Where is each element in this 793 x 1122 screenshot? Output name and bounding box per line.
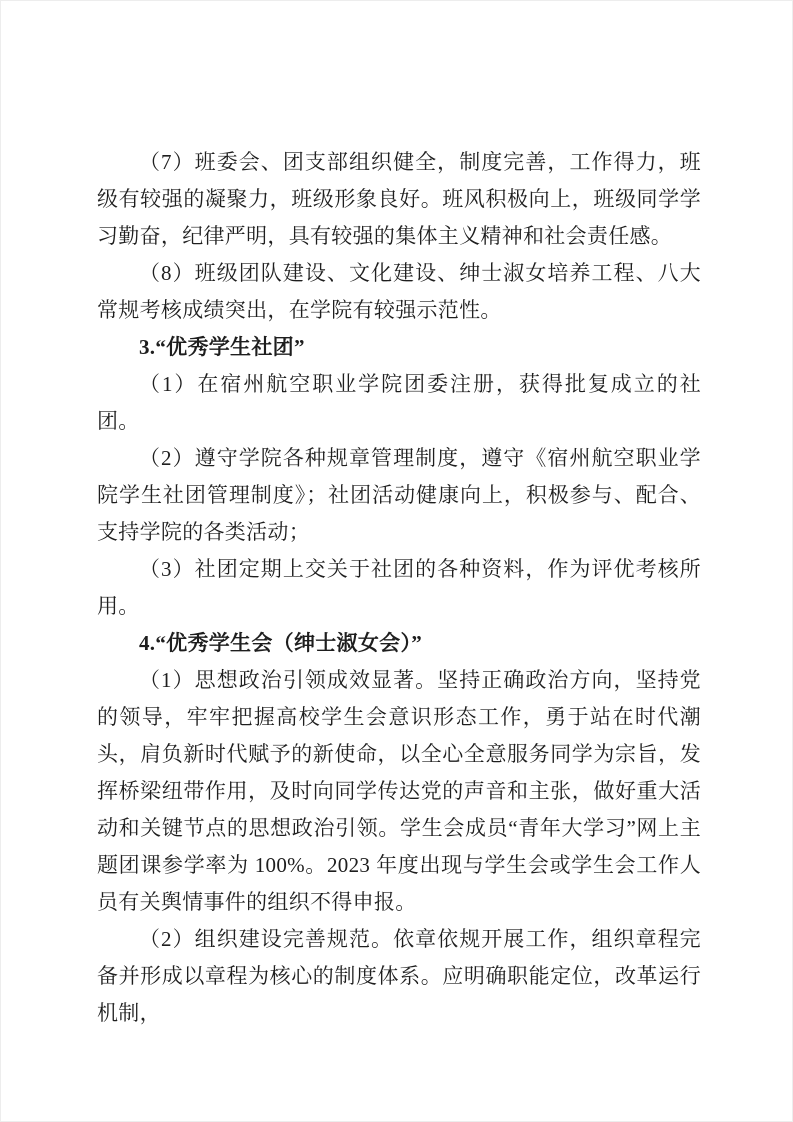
section-heading: 4.“优秀学生会（绅士淑女会）”	[139, 631, 423, 655]
body-paragraph: （2）遵守学院各种规章管理制度，遵守《宿州航空职业学院学生社团管理制度》；社团活动健康向上，积极参与、配合、支持学院的各类活动；	[97, 446, 701, 544]
body-paragraph: （1）在宿州航空职业学院团委注册，获得批复成立的社团。	[97, 372, 701, 433]
document-text-block	[97, 144, 701, 1032]
body-paragraph: （3）社团定期上交关于社团的各种资料，作为评优考核所用。	[97, 557, 701, 618]
body-paragraph: （7）班委会、团支部组织健全，制度完善，工作得力，班级有较强的凝聚力，班级形象良好。班风积极向上，班级同学学习勤奋，纪律严明，具有较强的集体主义精神和社会责任感。	[97, 150, 701, 248]
section-heading: 3.“优秀学生社团”	[139, 335, 305, 359]
body-paragraph: （8）班级团队建设、文化建设、绅士淑女培养工程、八大常规考核成绩突出，在学院有较强示范性。	[97, 261, 701, 322]
body-paragraph: （1）思想政治引领成效显著。坚持正确政治方向，坚持党的领导，牢牢把握高校学生会意识形态工作，勇于站在时代潮头，肩负新时代赋予的新使命，以全心全意服务同学为宗旨，发挥桥梁纽带作用，及时向同学传达党的声音和主张，做好重大活动和关键节点的思想政治引领。学生会成员“青年大学习”网上主题团课参学率为 100%。2023 年度出现与学生会或学生会工作人员有关舆情事件的组织不得申报。	[97, 668, 701, 914]
body-paragraph: （2）组织建设完善规范。依章依规开展工作，组织章程完备并形成以章程为核心的制度体系。应明确职能定位，改革运行机制，	[97, 927, 701, 1025]
